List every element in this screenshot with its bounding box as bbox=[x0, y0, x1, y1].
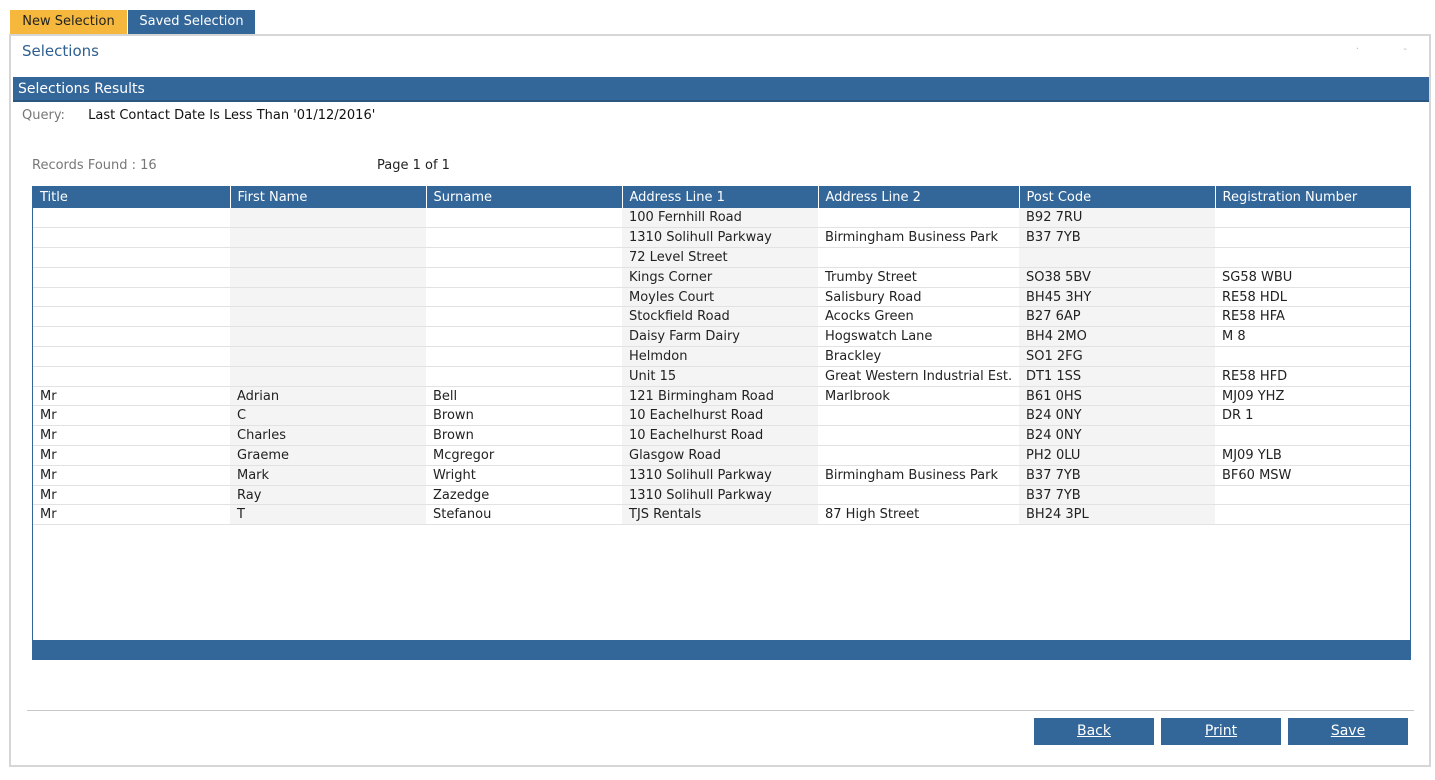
cell-registration-number: BF60 MSW bbox=[1215, 465, 1410, 485]
cell-address-line-1: 1310 Solihull Parkway bbox=[622, 465, 818, 485]
table-row[interactable] bbox=[33, 485, 1410, 505]
divider bbox=[27, 710, 1414, 711]
cell-address-line-1: Unit 15 bbox=[622, 366, 818, 386]
cell-registration-number: RE58 HFD bbox=[1215, 366, 1410, 386]
results-grid bbox=[32, 186, 1411, 660]
column-header-address-line-2[interactable]: Address Line 2 bbox=[818, 186, 1019, 208]
selections-panel bbox=[9, 34, 1431, 767]
cell-title bbox=[33, 366, 230, 386]
cell-post-code: SO1 2FG bbox=[1019, 347, 1215, 367]
cell-registration-number: RE58 HDL bbox=[1215, 287, 1410, 307]
cell-registration-number bbox=[1215, 426, 1410, 446]
cell-address-line-1: 100 Fernhill Road bbox=[622, 208, 818, 228]
cell-first-name: C bbox=[230, 406, 426, 426]
cell-address-line-2: Great Western Industrial Est. bbox=[818, 366, 1019, 386]
table-row[interactable] bbox=[33, 287, 1410, 307]
cell-address-line-1: 121 Birmingham Road bbox=[622, 386, 818, 406]
cell-first-name bbox=[230, 307, 426, 327]
cell-surname bbox=[426, 287, 622, 307]
cell-registration-number: RE58 HFA bbox=[1215, 307, 1410, 327]
cell-address-line-1: Glasgow Road bbox=[622, 446, 818, 466]
cell-post-code: BH45 3HY bbox=[1019, 287, 1215, 307]
cell-surname bbox=[426, 307, 622, 327]
cell-title bbox=[33, 287, 230, 307]
query-text: Last Contact Date Is Less Than '01/12/2016' bbox=[88, 108, 376, 123]
table-row[interactable] bbox=[33, 347, 1410, 367]
cell-surname: Wright bbox=[426, 465, 622, 485]
cell-post-code: B37 7YB bbox=[1019, 485, 1215, 505]
table-row[interactable] bbox=[33, 208, 1410, 228]
cell-registration-number bbox=[1215, 347, 1410, 367]
decorative-marks: · - bbox=[1355, 44, 1407, 55]
cell-address-line-1: 1310 Solihull Parkway bbox=[622, 228, 818, 248]
grid-footer-bar bbox=[32, 640, 1411, 660]
back-button[interactable]: Back bbox=[1034, 718, 1154, 745]
cell-post-code: SO38 5BV bbox=[1019, 267, 1215, 287]
cell-first-name: Charles bbox=[230, 426, 426, 446]
table-row[interactable] bbox=[33, 426, 1410, 446]
table-body bbox=[33, 208, 1410, 525]
cell-post-code: PH2 0LU bbox=[1019, 446, 1215, 466]
table-header-row bbox=[33, 186, 1410, 208]
cell-address-line-1: TJS Rentals bbox=[622, 505, 818, 525]
cell-title: Mr bbox=[33, 386, 230, 406]
tab-saved-selection[interactable]: Saved Selection bbox=[128, 10, 255, 34]
cell-surname bbox=[426, 208, 622, 228]
cell-address-line-1: Moyles Court bbox=[622, 287, 818, 307]
table-row[interactable] bbox=[33, 228, 1410, 248]
cell-first-name bbox=[230, 287, 426, 307]
cell-address-line-2 bbox=[818, 248, 1019, 268]
cell-surname: Stefanou bbox=[426, 505, 622, 525]
cell-surname bbox=[426, 267, 622, 287]
column-header-title[interactable]: Title bbox=[33, 186, 230, 208]
cell-registration-number bbox=[1215, 505, 1410, 525]
results-table bbox=[33, 186, 1410, 525]
column-header-registration-number[interactable]: Registration Number bbox=[1215, 186, 1410, 208]
cell-title bbox=[33, 248, 230, 268]
table-row[interactable] bbox=[33, 386, 1410, 406]
table-row[interactable] bbox=[33, 505, 1410, 525]
cell-title bbox=[33, 347, 230, 367]
cell-post-code bbox=[1019, 248, 1215, 268]
column-header-address-line-1[interactable]: Address Line 1 bbox=[622, 186, 818, 208]
cell-registration-number bbox=[1215, 485, 1410, 505]
cell-address-line-2: Birmingham Business Park bbox=[818, 465, 1019, 485]
cell-first-name: Graeme bbox=[230, 446, 426, 466]
query-row bbox=[22, 108, 375, 123]
cell-post-code: B37 7YB bbox=[1019, 228, 1215, 248]
cell-post-code: B37 7YB bbox=[1019, 465, 1215, 485]
cell-surname bbox=[426, 228, 622, 248]
cell-address-line-2: Marlbrook bbox=[818, 386, 1019, 406]
cell-surname: Brown bbox=[426, 426, 622, 446]
cell-first-name: Adrian bbox=[230, 386, 426, 406]
column-header-first-name[interactable]: First Name bbox=[230, 186, 426, 208]
selection-tabs bbox=[10, 10, 255, 34]
cell-post-code: B24 0NY bbox=[1019, 406, 1215, 426]
cell-address-line-2: Salisbury Road bbox=[818, 287, 1019, 307]
records-found: Records Found : 16 bbox=[32, 158, 157, 173]
table-row[interactable] bbox=[33, 307, 1410, 327]
cell-post-code: B61 0HS bbox=[1019, 386, 1215, 406]
cell-post-code: B92 7RU bbox=[1019, 208, 1215, 228]
cell-surname bbox=[426, 248, 622, 268]
cell-address-line-2: Hogswatch Lane bbox=[818, 327, 1019, 347]
cell-first-name: T bbox=[230, 505, 426, 525]
cell-surname bbox=[426, 327, 622, 347]
column-header-post-code[interactable]: Post Code bbox=[1019, 186, 1215, 208]
save-button[interactable]: Save bbox=[1288, 718, 1408, 745]
page-title: Selections bbox=[22, 42, 99, 60]
cell-address-line-2 bbox=[818, 208, 1019, 228]
cell-address-line-1: Kings Corner bbox=[622, 267, 818, 287]
cell-title: Mr bbox=[33, 465, 230, 485]
cell-surname: Zazedge bbox=[426, 485, 622, 505]
cell-first-name bbox=[230, 267, 426, 287]
cell-registration-number: SG58 WBU bbox=[1215, 267, 1410, 287]
cell-registration-number bbox=[1215, 208, 1410, 228]
page-indicator: Page 1 of 1 bbox=[377, 158, 450, 173]
cell-first-name bbox=[230, 228, 426, 248]
cell-surname: Bell bbox=[426, 386, 622, 406]
cell-title bbox=[33, 228, 230, 248]
cell-registration-number: DR 1 bbox=[1215, 406, 1410, 426]
cell-first-name bbox=[230, 366, 426, 386]
cell-address-line-2 bbox=[818, 446, 1019, 466]
cell-post-code: B27 6AP bbox=[1019, 307, 1215, 327]
cell-title bbox=[33, 327, 230, 347]
cell-address-line-2 bbox=[818, 426, 1019, 446]
cell-first-name bbox=[230, 208, 426, 228]
column-header-surname[interactable]: Surname bbox=[426, 186, 622, 208]
cell-post-code: BH4 2MO bbox=[1019, 327, 1215, 347]
cell-address-line-2: 87 High Street bbox=[818, 505, 1019, 525]
cell-address-line-1: Stockfield Road bbox=[622, 307, 818, 327]
cell-title: Mr bbox=[33, 505, 230, 525]
cell-title: Mr bbox=[33, 406, 230, 426]
tab-new-selection[interactable]: New Selection bbox=[10, 10, 127, 34]
cell-surname bbox=[426, 366, 622, 386]
cell-address-line-2 bbox=[818, 485, 1019, 505]
table-row[interactable] bbox=[33, 446, 1410, 466]
table-row[interactable] bbox=[33, 327, 1410, 347]
table-row[interactable] bbox=[33, 267, 1410, 287]
cell-address-line-1: 72 Level Street bbox=[622, 248, 818, 268]
cell-address-line-1: 1310 Solihull Parkway bbox=[622, 485, 818, 505]
cell-address-line-2: Brackley bbox=[818, 347, 1019, 367]
cell-title bbox=[33, 307, 230, 327]
cell-address-line-2: Acocks Green bbox=[818, 307, 1019, 327]
table-row[interactable] bbox=[33, 248, 1410, 268]
query-label: Query: bbox=[22, 108, 65, 123]
cell-title: Mr bbox=[33, 446, 230, 466]
table-row[interactable] bbox=[33, 406, 1410, 426]
cell-post-code: BH24 3PL bbox=[1019, 505, 1215, 525]
cell-address-line-2: Trumby Street bbox=[818, 267, 1019, 287]
table-row[interactable] bbox=[33, 465, 1410, 485]
cell-address-line-1: Helmdon bbox=[622, 347, 818, 367]
cell-title: Mr bbox=[33, 426, 230, 446]
print-button[interactable]: Print bbox=[1161, 718, 1281, 745]
cell-address-line-2: Birmingham Business Park bbox=[818, 228, 1019, 248]
cell-registration-number: M 8 bbox=[1215, 327, 1410, 347]
cell-title: Mr bbox=[33, 485, 230, 505]
cell-address-line-1: Daisy Farm Dairy bbox=[622, 327, 818, 347]
cell-surname: Mcgregor bbox=[426, 446, 622, 466]
cell-registration-number: MJ09 YLB bbox=[1215, 446, 1410, 466]
cell-title bbox=[33, 208, 230, 228]
cell-surname: Brown bbox=[426, 406, 622, 426]
cell-first-name: Ray bbox=[230, 485, 426, 505]
cell-registration-number bbox=[1215, 228, 1410, 248]
cell-address-line-2 bbox=[818, 406, 1019, 426]
cell-registration-number bbox=[1215, 248, 1410, 268]
cell-first-name: Mark bbox=[230, 465, 426, 485]
cell-registration-number: MJ09 YHZ bbox=[1215, 386, 1410, 406]
cell-surname bbox=[426, 347, 622, 367]
results-header: Selections Results bbox=[13, 77, 1429, 102]
table-row[interactable] bbox=[33, 366, 1410, 386]
cell-post-code: B24 0NY bbox=[1019, 426, 1215, 446]
cell-first-name bbox=[230, 248, 426, 268]
cell-first-name bbox=[230, 347, 426, 367]
cell-address-line-1: 10 Eachelhurst Road bbox=[622, 426, 818, 446]
cell-first-name bbox=[230, 327, 426, 347]
cell-address-line-1: 10 Eachelhurst Road bbox=[622, 406, 818, 426]
cell-title bbox=[33, 267, 230, 287]
cell-post-code: DT1 1SS bbox=[1019, 366, 1215, 386]
